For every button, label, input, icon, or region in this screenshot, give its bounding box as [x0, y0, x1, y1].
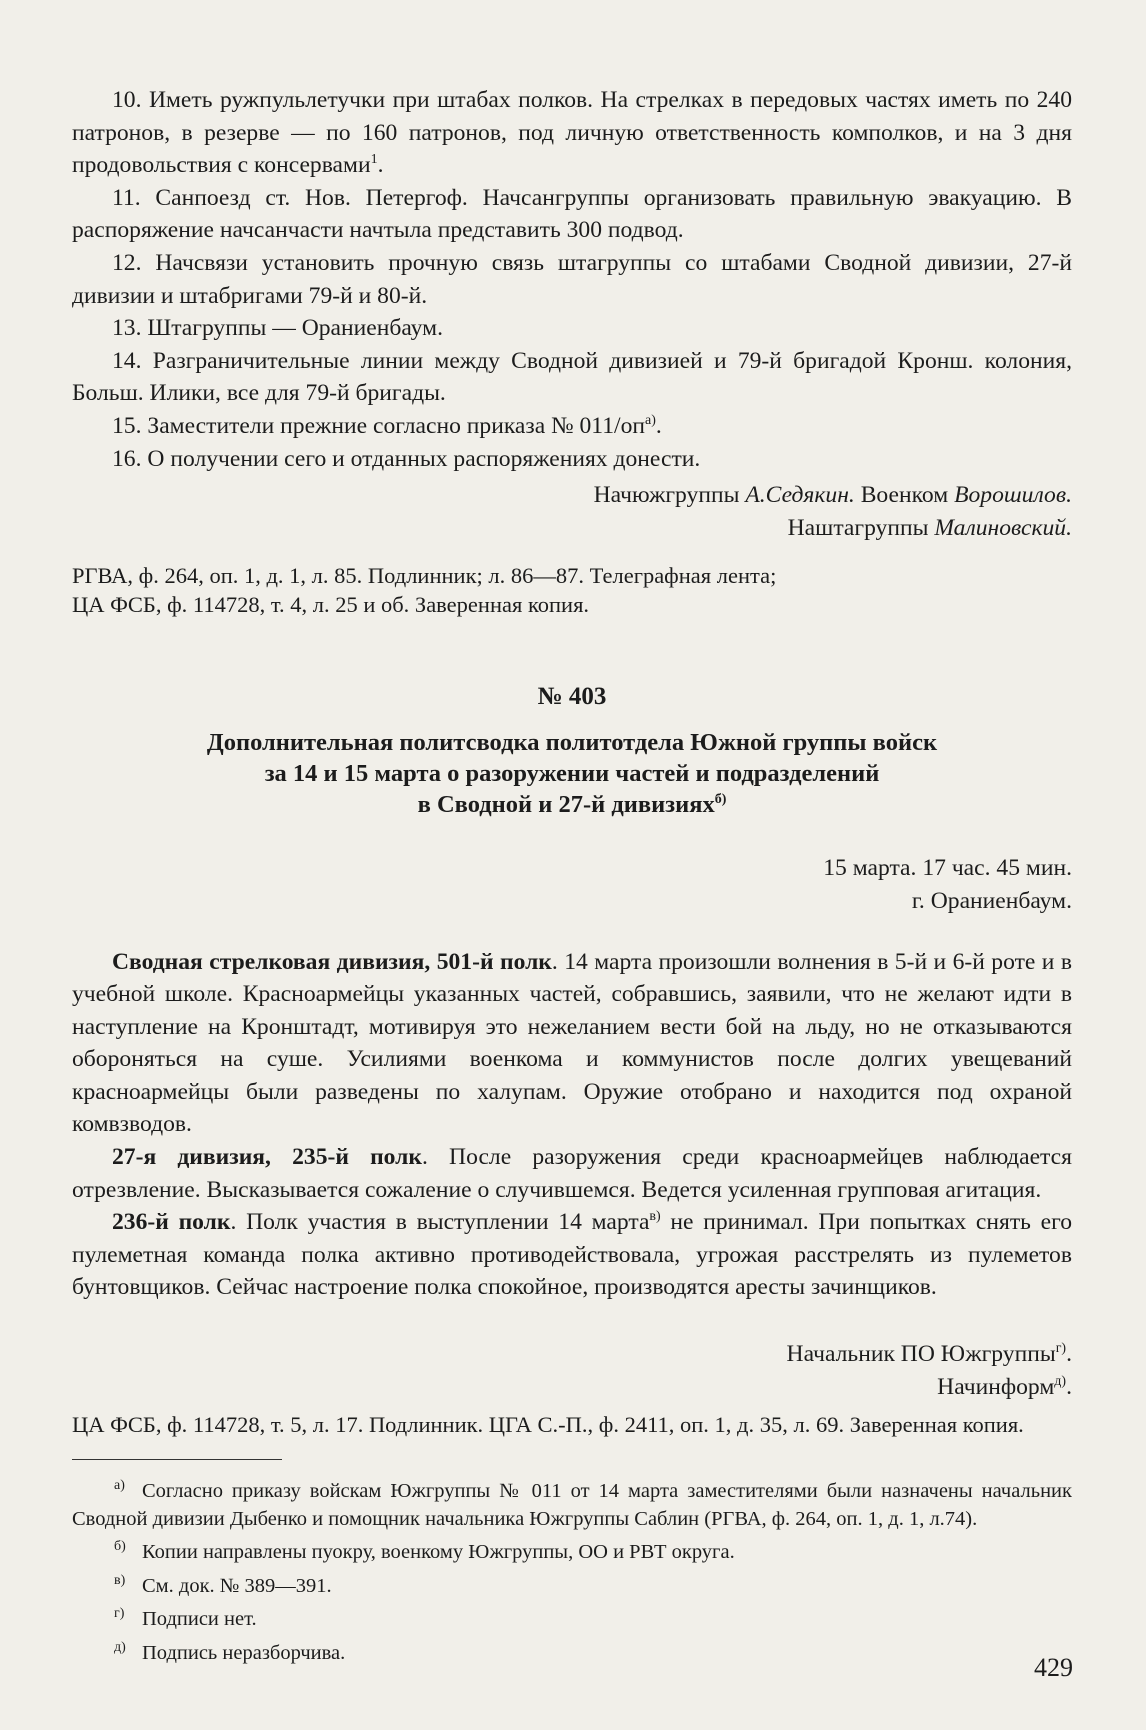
report-paragraph-1: Сводная стрелковая дивизия, 501-й полк. 14 марта произошли волнения в 5-й и 6-й роте и в учебной школе. Красноармейцы указанных частей, собравшись, заявили, что не желают идти в наступление на Кронштадт, мотивируя это нежеланием вести бой на льду, но не отказываются обороняться на суше. Усилиями военкома и коммунистов после долгих увещеваний красноармейцы были разведены по халупам. Оружие отобрано и находится под охраной комвзводов.	[72, 948, 1072, 1138]
archive-source-2: ЦА ФСБ, ф. 114728, т. 5, л. 17. Подлинник. ЦГА С.-П., ф. 2411, оп. 1, д. 35, л. 69. Заверенная копия.	[72, 1412, 1024, 1438]
order-item-10: 10. Иметь ружпульлетучки при штабах полков. На стрелках в передовых частях иметь по 240 патронов, в резерве — по 160 патронов, под личную ответственность комполков, и на 3 дня продовольствия с консервами$^1$.	[72, 87, 1072, 179]
signature-line-4: Начинформ$^{д)}$.	[937, 1373, 1072, 1400]
archive-source-1: РГВА, ф. 264, оп. 1, д. 1, л. 85. Подлинник; л. 86—87. Телеграфная лента; ЦА ФСБ, ф. 114728, т. 4, л. 25 и об. Заверенная копия.	[72, 563, 777, 617]
order-item-11: 11. Санпоезд ст. Нов. Петергоф. Начсангруппы организовать правильную эвакуацию. В распоряжение начсанчасти начтыла представить 300 подвод.	[72, 184, 1072, 244]
signature-line-2: Наштагруппы Малиновский.	[787, 514, 1072, 541]
footnote-item: г) Подписи нет.	[114, 1606, 257, 1631]
footnote-divider	[72, 1459, 282, 1460]
page-number: 429	[1034, 1653, 1073, 1682]
document-number: № 403	[537, 683, 607, 711]
signature-line-1: Начюжгруппы А.Седякин. Военком Ворошилов.	[593, 482, 1072, 509]
document-page	[72, 84, 1072, 1667]
document-date: 15 марта. 17 час. 45 мин.	[823, 855, 1072, 882]
footnote-item: б) Копии направлены пуокру, военкому Южгруппы, ОО и РВТ округа.	[114, 1539, 735, 1564]
document-place: г. Ораниенбаум.	[911, 887, 1072, 914]
footnote-item: а) Согласно приказу войскам Южгруппы № 011 от 14 марта заместителями были назначены начальник Сводной дивизии Дыбенко и помощник начальника Южгруппы Саблин (РГВА, ф. 264, оп. 1, д. 1, л.74).	[72, 1478, 1072, 1530]
signature-line-3: Начальник ПО Южгруппы$^{г)}$.	[786, 1341, 1072, 1368]
footnote-ref: 1	[370, 152, 378, 168]
document-title: Дополнительная политсводка политотдела Южной группы войск за 14 и 15 марта о разоружении частей и подразделений в Сводной и 27-й дивизиях$^{б)}$	[206, 729, 938, 819]
order-item-16: 16. О получении сего и отданных распоряжениях донести.	[112, 445, 701, 472]
footnote-ref: б)	[714, 792, 727, 808]
order-item-13: 13. Штагруппы — Ораниенбаум.	[112, 315, 443, 342]
footnotes	[72, 1472, 1072, 1667]
footnote-item: д) Подпись неразборчива.	[114, 1639, 346, 1664]
report-paragraph-2: 27-я дивизия, 235-й полк. После разоружения среди красноармейцев наблюдается отрезвление. Высказывается сожаление о случившемся. Ведется усиленная групповая агитация.	[72, 1144, 1072, 1203]
footnote-ref: а)	[645, 412, 656, 428]
footnote-ref: в)	[649, 1209, 661, 1225]
order-item-14: 14. Разграничительные линии между Сводной дивизией и 79-й бригадой Кронш. колония, Больш. Илики, все для 79-й бригады.	[72, 347, 1072, 407]
order-item-12: 12. Начсвязи установить прочную связь штагруппы со штабами Сводной дивизии, 27-й дивизии и штабригами 79-й и 80-й.	[72, 249, 1072, 309]
report-paragraph-3: 236-й полк. Полк участия в выступлении 14 марта$^{в)}$ не принимал. При попытках снять его пулеметная команда полка активно противодействовала, угрожая расстрелять из пулеметов бунтовщиков. Сейчас настроение полка спокойное, производятся аресты зачинщиков.	[72, 1209, 1072, 1301]
footnote-item: в) См. док. № 389—391.	[114, 1572, 332, 1597]
order-item-15: 15. Заместители прежние согласно приказа № $011/оп^{а)}$.	[112, 412, 662, 439]
